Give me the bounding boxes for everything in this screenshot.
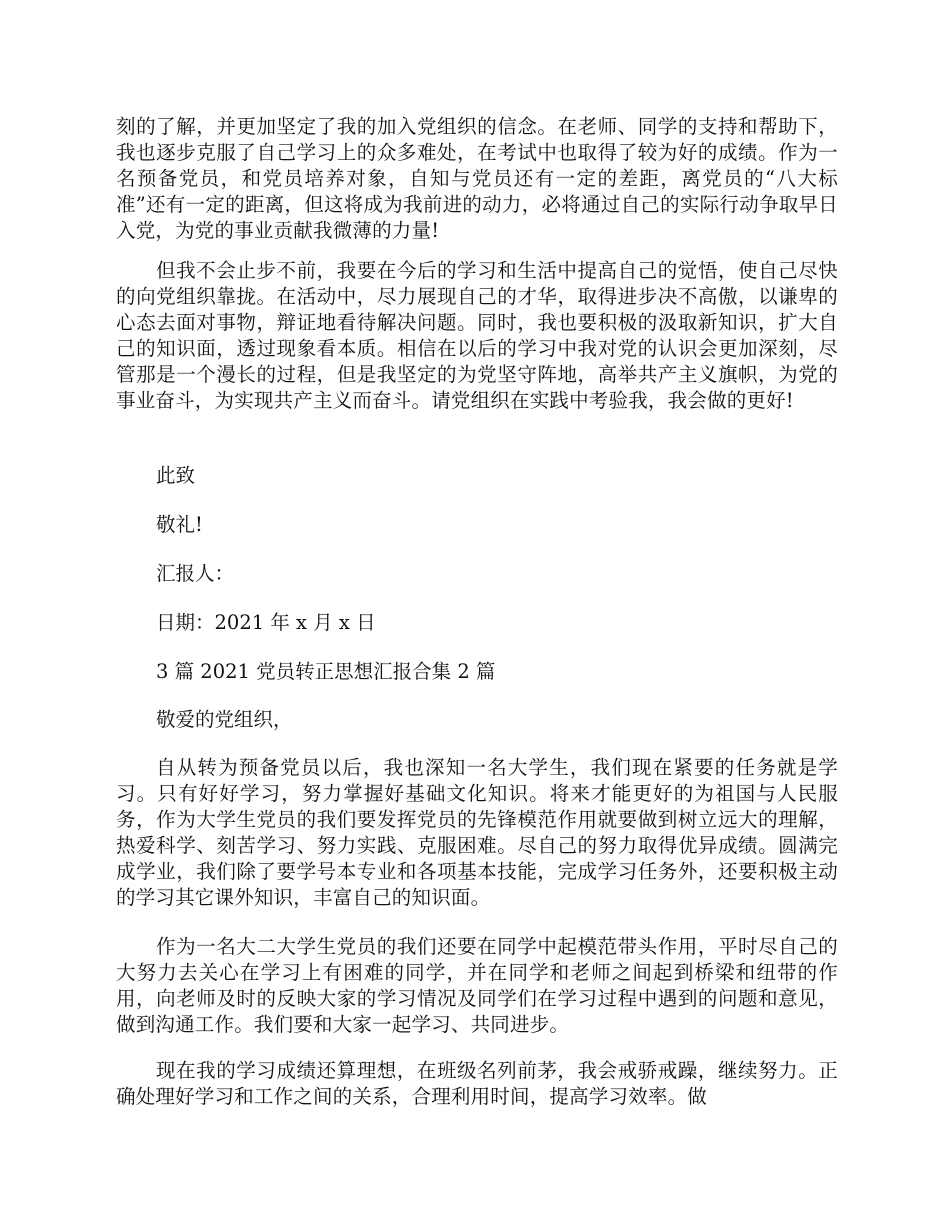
salutation: 敬爱的党组织， xyxy=(156,708,293,731)
body-paragraph-2: 但我不会止步不前，我要在今后的学习和生活中提高自己的觉悟，使自己尽快的向党组织靠拢。在活动中，尽力展现自己的才华，取得进步决不高傲，以谦卑的心态去面对事物，辩证地看待解决问题。同时，我也要积极的汲取新知识，扩大自己的知识面，透过现象看本质。相信在以后的学习中我对党的认识会更加深刻，尽管那是一个漫长的过程，但是我坚定的为党坚守阵地，高举共产主义旗帜，为党的事业奋斗，为实现共产主义而奋斗。请党组织在实践中考验我，我会做的更好! xyxy=(116,259,838,412)
closing-regards: 敬礼! xyxy=(156,513,203,536)
report-date: 日期：2021 年 x 月 x 日 xyxy=(156,611,376,634)
body-paragraph-3: 自从转为预备党员以后，我也深知一名大学生，我们现在紧要的任务就是学习。只有好好学习，努力掌握好基础文化知识。将来才能更好的为祖国与人民服务，作为大学生党员的我们要发挥党员的先锋模范作用就要做到树立远大的理解，热爱科学、刻苦学习、努力实践、克服困难。尽自己的努力取得优异成绩。圆满完成学业，我们除了要学号本专业和各项基本技能，完成学习任务外，还要积极主动的学习其它课外知识，丰富自己的知识面。 xyxy=(116,756,838,909)
body-paragraph-5: 现在我的学习成绩还算理想，在班级名列前茅，我会戒骄戒躁，继续努力。正确处理好学习和工作之间的关系，合理利用时间，提高学习效率。做 xyxy=(116,1059,838,1108)
reporter-label: 汇报人： xyxy=(156,562,235,585)
body-paragraph-4: 作为一名大二大学生党员的我们还要在同学中起模范带头作用，平时尽自己的大努力去关心在学习上有困难的同学，并在同学和老师之间起到桥梁和纽带的作用，向老师及时的反映大家的学习情况及同学们在学习过程中遇到的问题和意见，做到沟通工作。我们要和大家一起学习、共同进步。 xyxy=(116,935,838,1036)
section-title: 3 篇 2021 党员转正思想汇报合集 2 篇 xyxy=(156,660,496,683)
body-paragraph-1: 刻的了解，并更加坚定了我的加入党组织的信念。在老师、同学的支持和帮助下，我也逐步克服了自己学习上的众多难处，在考试中也取得了较为好的成绩。作为一名预备党员，和党员培养对象，自知与党员还有一定的差距，离党员的“八大标准”还有一定的距离，但这将成为我前进的动力，必将通过自己的实际行动争取早日入党，为党的事业贡献我微薄的力量! xyxy=(116,115,838,242)
closing-salutation: 此致 xyxy=(156,464,196,487)
